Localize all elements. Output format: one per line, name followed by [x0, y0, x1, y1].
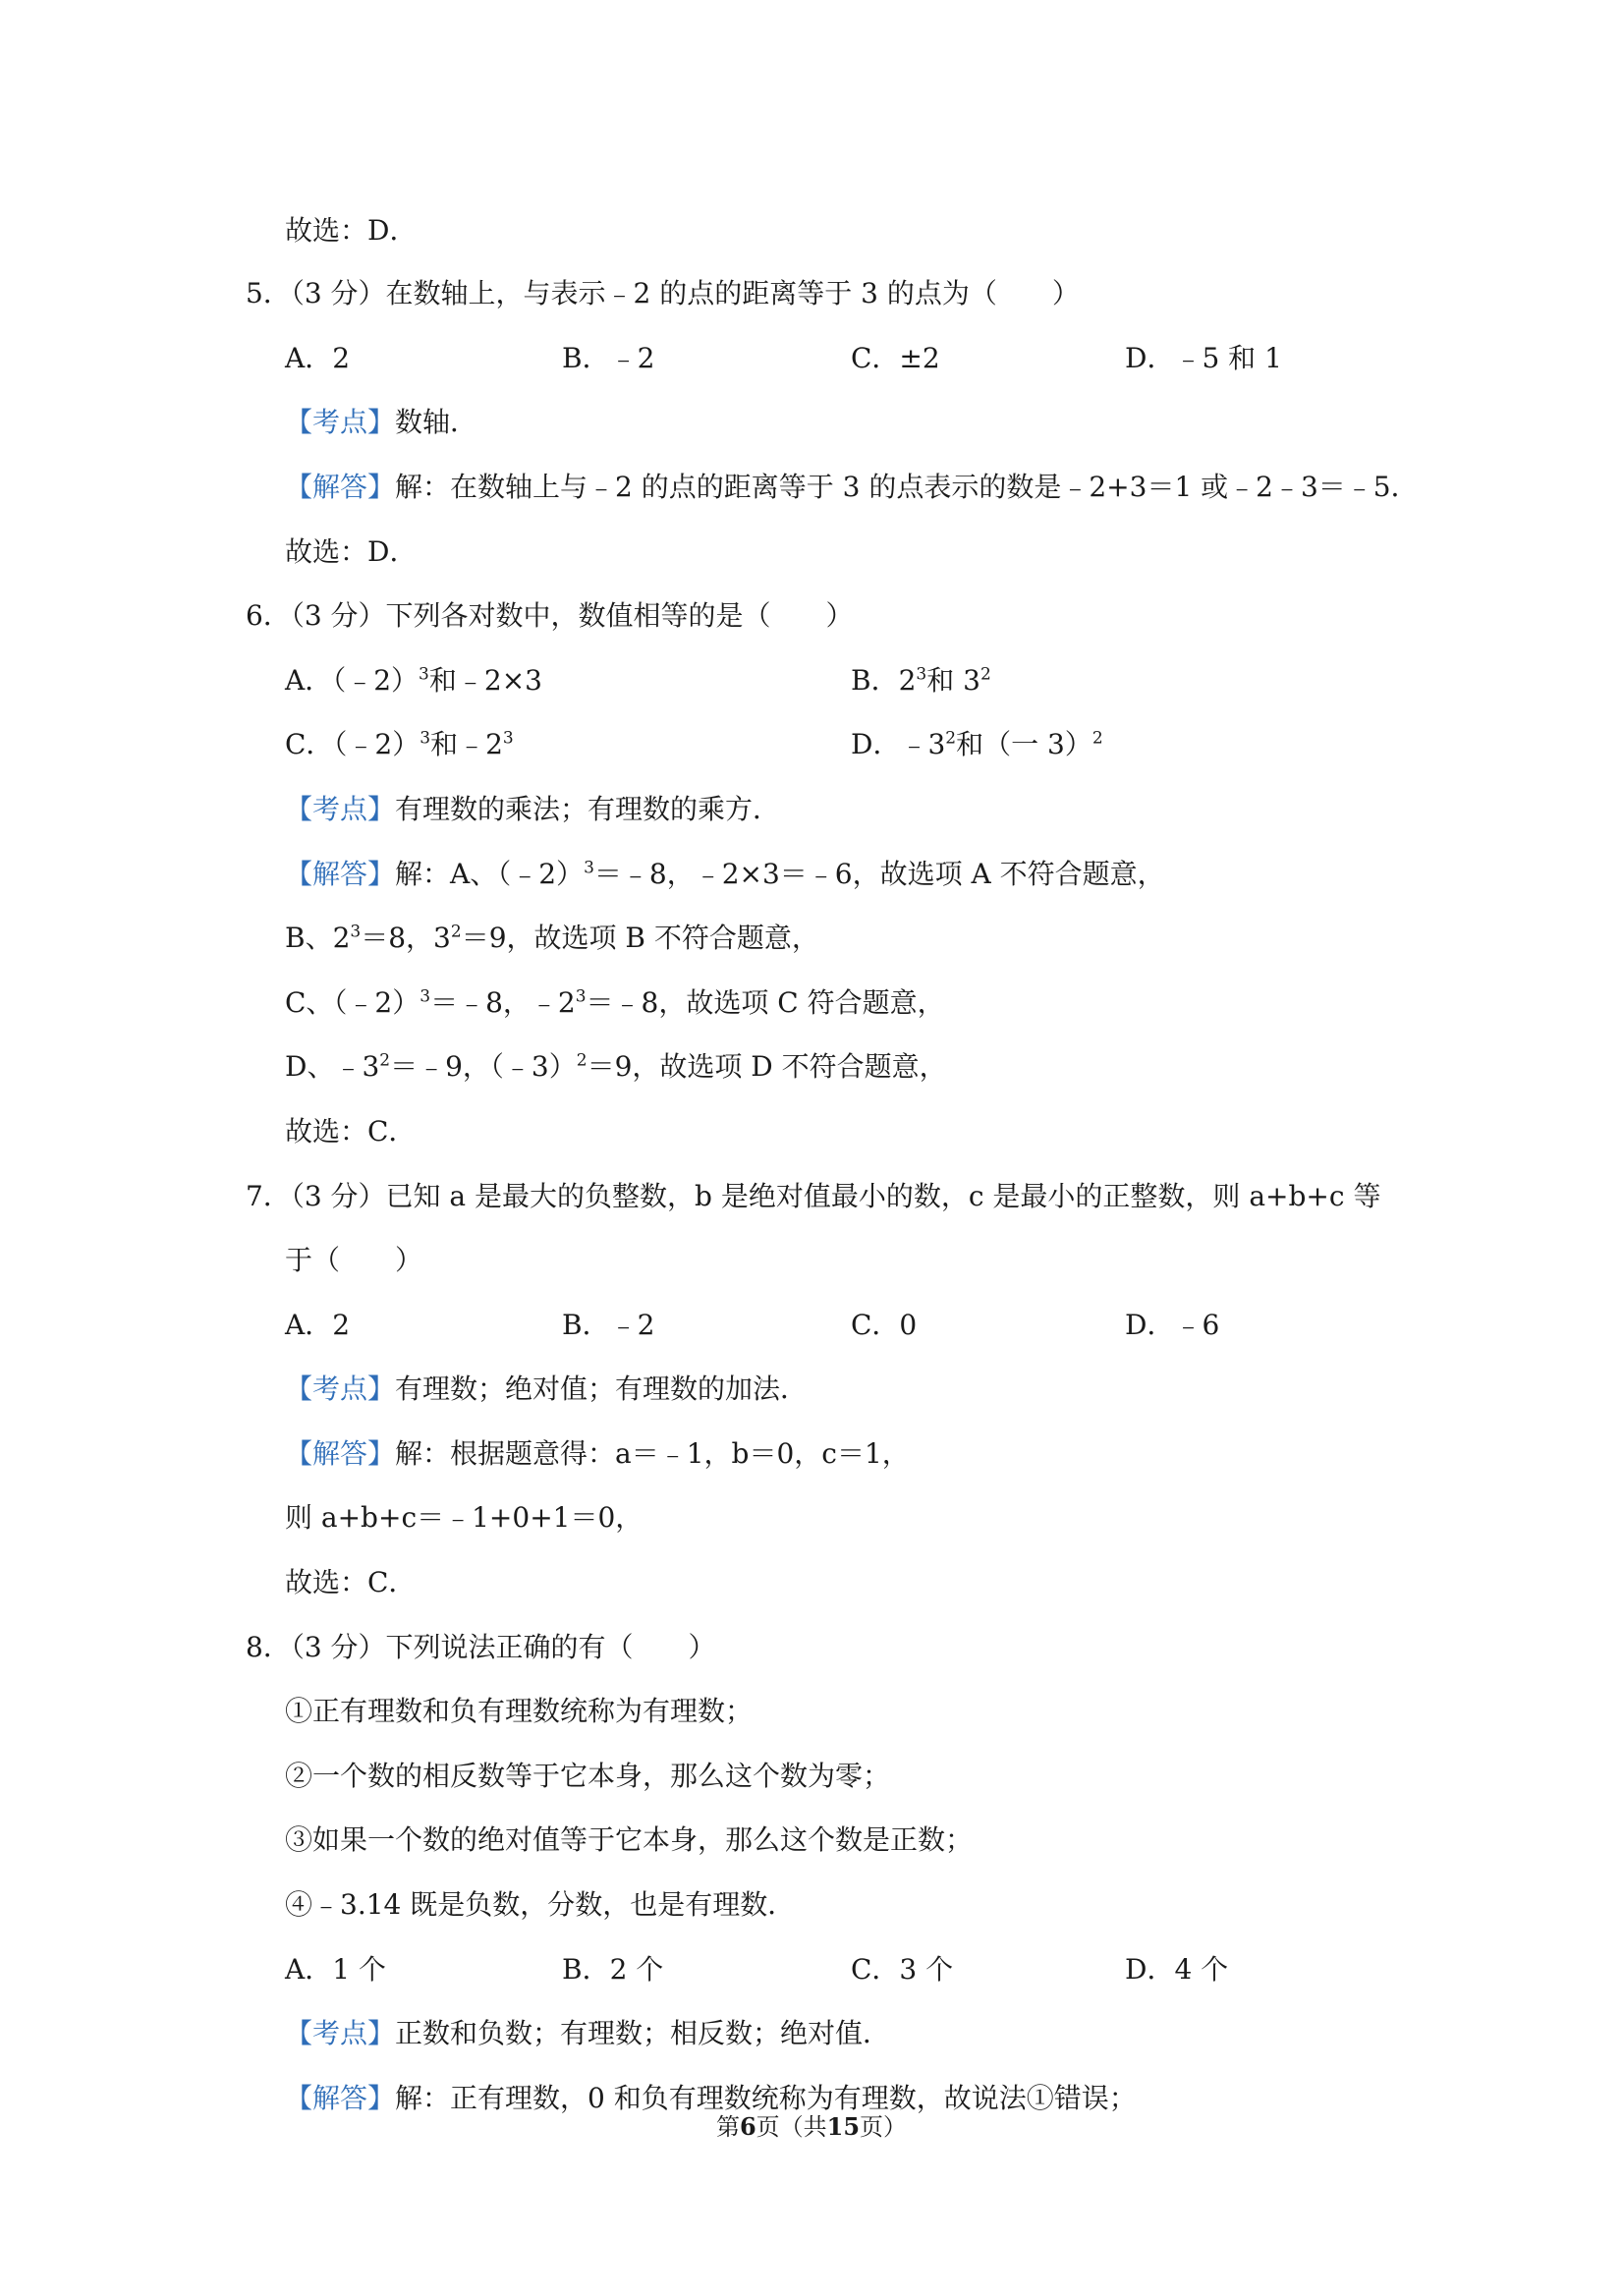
page-total: 15 [826, 2112, 861, 2141]
q7-option-b: B．﹣2 [562, 1309, 655, 1341]
q5-jieda [285, 470, 1419, 505]
q5-option-d: D．﹣5 和 1 [1125, 342, 1282, 374]
kaodian-tag: 【考点】 [285, 793, 396, 825]
kaodian-text: 数轴． [395, 406, 478, 438]
q8-option-a: A．1 个 [285, 1953, 386, 1986]
q6-option-d: D．$﹣3^2$和（一 3）$^2$ [851, 728, 1103, 760]
q7-option-a: A．2 [285, 1309, 351, 1341]
page-footer: 第6页（共15页） [715, 2112, 908, 2141]
q8-kaodian [285, 2016, 890, 2051]
q6-conclusion: 故选：C． [285, 1115, 417, 1148]
q5-kaodian [285, 405, 477, 440]
q7-conclusion: 故选：C． [285, 1566, 417, 1598]
q8-statement-1: ①正有理数和负有理数统称为有理数； [285, 1695, 754, 1727]
q6-stem: 6．（3 分）下列各对数中，数值相等的是（ ） [246, 599, 854, 632]
q8-option-d: D．4 个 [1125, 1953, 1229, 1986]
q6-jieda-line-2: B、$2^3=8$，$3^2=9$，故选项 B 不符合题意， [285, 922, 819, 954]
jieda-text: 解：正有理数，0 和负有理数统称为有理数，故说法①错误； [395, 2082, 1137, 2114]
kaodian-tag: 【考点】 [285, 2017, 396, 2049]
q6-option-b: B．$2^3$和 $3^2$ [851, 664, 991, 697]
jieda-text: 解：在数轴上与﹣2 的点的距离等于 3 的点表示的数是﹣2+3＝1 或﹣2﹣3＝﹣5． [395, 471, 1419, 503]
jieda-tag: 【解答】 [285, 1437, 396, 1470]
q6-option-c: C．（﹣2）$^3$和$﹣2^3$ [285, 728, 514, 760]
jieda-tag: 【解答】 [285, 858, 396, 890]
q7-option-d: D．﹣6 [1125, 1309, 1220, 1341]
q8-statement-4: ④﹣3.14 既是负数，分数，也是有理数． [285, 1888, 796, 1921]
q5-option-b: B．﹣2 [562, 342, 655, 374]
q6-jieda-line-3: C、（﹣2）$^3$＝﹣8，$﹣2^3=﹣8$，故选项 C 符合题意， [285, 986, 945, 1019]
kaodian-tag: 【考点】 [285, 406, 396, 438]
jieda-tag: 【解答】 [285, 2082, 396, 2114]
q4-conclusion: 故选：D． [285, 214, 418, 247]
q7-option-c: C．0 [851, 1309, 918, 1341]
kaodian-text: 正数和负数；有理数；相反数；绝对值． [395, 2017, 891, 2049]
q5-option-c: C．±2 [851, 342, 940, 374]
q7-stem-cont: 于（ ） [285, 1244, 423, 1276]
q8-option-c: C．3 个 [851, 1953, 954, 1986]
q7-stem: 7．（3 分）已知 a 是最大的负整数，b 是绝对值最小的数，c 是最小的正整数，则 a+b+c 等 [246, 1180, 1381, 1212]
q7-jieda [285, 1436, 910, 1472]
kaodian-text: 有理数的乘法；有理数的乘方． [395, 793, 781, 825]
q5-conclusion: 故选：D． [285, 535, 418, 568]
q7-jieda-line-2: 则 a+b+c＝﹣1+0+1＝0， [285, 1501, 644, 1534]
q5-option-a: A．2 [285, 342, 351, 374]
q8-statement-2: ②一个数的相反数等于它本身，那么这个数为零； [285, 1760, 891, 1792]
q5-stem: 5．（3 分）在数轴上，与表示﹣2 的点的距离等于 3 的点为（ ） [246, 277, 1080, 309]
q6-kaodian [285, 792, 780, 827]
q8-statement-3: ③如果一个数的绝对值等于它本身，那么这个数是正数； [285, 1823, 974, 1856]
kaodian-tag: 【考点】 [285, 1372, 396, 1405]
jieda-tag: 【解答】 [285, 471, 396, 503]
q8-option-b: B．2 个 [562, 1953, 664, 1986]
jieda-text: 解：根据题意得：a＝﹣1，b＝0，c＝1， [395, 1437, 910, 1470]
q6-jieda-line-1: 【解答】解：A、（﹣2）$^3$＝﹣8，﹣2×3＝﹣6，故选项 A 不符合题意， [285, 858, 1165, 890]
q7-kaodian [285, 1372, 808, 1407]
q6-option-a: A．（﹣2）$^3$和﹣2×3 [285, 664, 542, 697]
q8-stem: 8．（3 分）下列说法正确的有（ ） [246, 1631, 716, 1663]
q6-jieda-line-4: D、$﹣3^2=﹣9$，（﹣3）$^2$＝9，故选项 D 不符合题意， [285, 1050, 947, 1083]
kaodian-text: 有理数；绝对值；有理数的加法． [395, 1372, 809, 1405]
page-number: 6 [739, 2112, 756, 2141]
